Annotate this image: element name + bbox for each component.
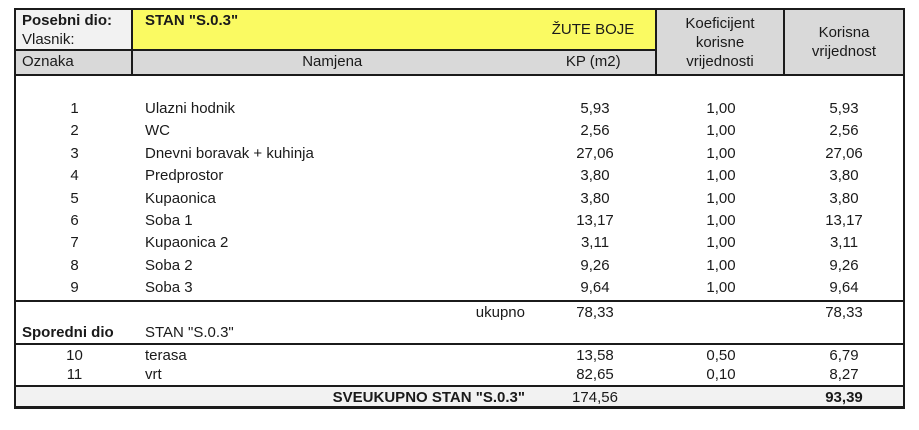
cell-koeficijent: 1,00 — [706, 144, 736, 162]
table-row — [16, 343, 903, 364]
cell-kp: 27,06 — [576, 144, 614, 162]
cell-korisna: 5,93 — [829, 100, 859, 117]
table-row — [16, 98, 903, 120]
grand-total-label: SVEUKUPNO STAN "S.0.3" — [332, 388, 525, 406]
cell-korisna: 3,80 — [829, 167, 859, 185]
cell-koeficijent: 1,00 — [706, 256, 736, 274]
cell-korisna: 2,56 — [829, 122, 859, 140]
column-header-kp: KP (m2) — [565, 53, 621, 70]
cell-namjena: Soba 2 — [145, 256, 193, 274]
cell-kp: 13,58 — [576, 346, 614, 364]
table-row — [16, 120, 903, 142]
cell-koeficijent: 1,00 — [706, 211, 736, 229]
cell-koeficijent: 1,00 — [706, 167, 736, 185]
cell-korisna: 13,17 — [825, 211, 863, 229]
owner-cell — [16, 10, 133, 51]
table-row — [16, 143, 903, 165]
grand-total-kp: 174,56 — [572, 388, 618, 406]
cell-namjena: Predprostor — [145, 167, 224, 185]
ukupno-kp: 78,33 — [576, 303, 614, 321]
cell-kp: 3,11 — [580, 234, 610, 252]
cell-oznaka: 3 — [70, 144, 79, 162]
cell-oznaka: 6 — [70, 211, 79, 229]
cell-namjena: Soba 3 — [145, 279, 193, 297]
spacer-row — [16, 76, 903, 98]
cell-koeficijent: 1,00 — [706, 234, 736, 252]
cell-kp: 13,17 — [576, 211, 614, 229]
vlasnik-label: Vlasnik: — [22, 31, 75, 48]
cell-kp: 3,80 — [580, 167, 610, 185]
cell-oznaka: 2 — [70, 122, 79, 140]
cell-koeficijent: 1,00 — [706, 189, 736, 207]
cell-oznaka: 9 — [70, 279, 79, 297]
zute-boje-label: ŽUTE BOJE — [551, 21, 635, 38]
cell-korisna: 27,06 — [825, 144, 863, 162]
cell-oznaka: 4 — [70, 167, 79, 185]
cell-korisna: 6,79 — [829, 346, 859, 364]
sporedni-dio-name: STAN "S.0.3" — [145, 323, 234, 341]
column-header-namjena: Namjena — [302, 53, 363, 70]
cell-koeficijent: 1,00 — [706, 100, 736, 117]
area-table — [14, 8, 905, 409]
table-row — [16, 255, 903, 277]
cell-namjena: Dnevni boravak + kuhinja — [145, 144, 314, 162]
grand-total-row — [16, 385, 903, 406]
cell-koeficijent: 0,10 — [706, 365, 736, 383]
column-header-oznaka: Oznaka — [16, 51, 133, 74]
table-row — [16, 364, 903, 385]
ukupno-label: ukupno — [475, 303, 525, 321]
cell-namjena: WC — [145, 122, 170, 140]
column-header-korisna: Korisna vrijednost — [785, 10, 903, 74]
cell-kp: 9,26 — [580, 256, 610, 274]
cell-namjena: Kupaonica — [145, 189, 216, 207]
cell-oznaka: 11 — [66, 365, 83, 383]
grand-total-korisna: 93,39 — [825, 388, 863, 406]
cell-namjena: Kupaonica 2 — [145, 234, 229, 252]
cell-koeficijent: 1,00 — [706, 279, 736, 297]
cell-oznaka: 8 — [70, 256, 79, 274]
cell-koeficijent: 0,50 — [706, 346, 736, 364]
cell-korisna: 8,27 — [829, 365, 859, 383]
column-header-namjena-kp — [133, 51, 657, 74]
cell-kp: 5,93 — [580, 100, 610, 117]
cell-kp: 3,80 — [580, 189, 610, 207]
cell-kp: 82,65 — [576, 365, 614, 383]
cell-oznaka: 7 — [70, 234, 79, 252]
cell-oznaka: 5 — [70, 189, 79, 207]
table-row — [16, 232, 903, 254]
stan-title: STAN "S.0.3" — [145, 12, 239, 29]
cell-namjena: vrt — [145, 365, 162, 383]
column-header-koeficijent: Koeficijent korisne vrijednosti — [657, 10, 785, 74]
table-row — [16, 210, 903, 232]
table-row — [16, 188, 903, 210]
cell-namjena: terasa — [145, 346, 187, 364]
sporedni-dio-row — [16, 322, 903, 343]
stan-title-cell — [133, 10, 657, 51]
posebni-dio-label: Posebni dio: — [22, 12, 112, 29]
subtotal-row — [16, 300, 903, 322]
table-row — [16, 277, 903, 299]
cell-kp: 2,56 — [580, 122, 610, 140]
cell-korisna: 3,11 — [829, 234, 859, 252]
sporedni-dio-label: Sporedni dio — [22, 323, 114, 341]
cell-korisna: 3,80 — [829, 189, 859, 207]
table-header — [16, 10, 903, 76]
cell-oznaka: 1 — [70, 100, 79, 117]
ukupno-korisna: 78,33 — [825, 303, 863, 321]
table-row — [16, 165, 903, 187]
cell-namjena: Ulazni hodnik — [145, 100, 236, 117]
cell-koeficijent: 1,00 — [706, 122, 736, 140]
cell-korisna: 9,64 — [829, 279, 859, 297]
cell-oznaka: 10 — [66, 346, 83, 364]
cell-kp: 9,64 — [580, 279, 610, 297]
cell-korisna: 9,26 — [829, 256, 859, 274]
cell-namjena: Soba 1 — [145, 211, 193, 229]
